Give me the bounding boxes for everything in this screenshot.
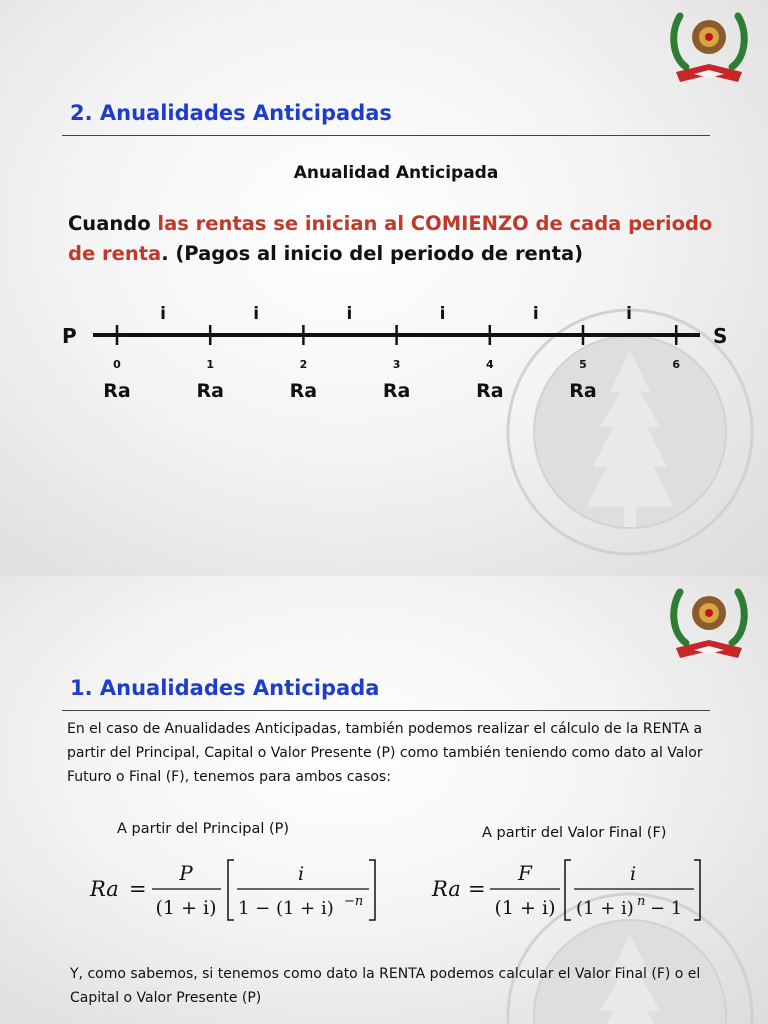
formula-numerator: F (518, 861, 532, 885)
bracket-denominator-tail: − 1 (650, 898, 683, 919)
payment-label: Ra (196, 380, 224, 402)
bracket-numerator: i (297, 863, 305, 885)
interest-rate-label: i (626, 304, 632, 324)
payment-label: Ra (476, 380, 504, 402)
bracket-numerator: i (629, 863, 637, 885)
interest-rate-label: i (160, 304, 166, 324)
formula-denominator: (1 + i) (494, 897, 556, 919)
payment-label: Ra (289, 380, 318, 402)
period-number: 6 (672, 358, 681, 371)
peru-coat-of-arms-logo (664, 578, 754, 666)
period-number: 0 (113, 358, 121, 371)
payment-label: Ra (569, 380, 597, 402)
period-number: 4 (485, 358, 494, 371)
timeline-start-label: P (62, 324, 77, 348)
title-divider (62, 135, 710, 136)
formula-equals: = (468, 877, 486, 901)
definition-prefix: Cuando (68, 212, 158, 235)
slide-title: 2. Anualidades Anticipadas (70, 101, 392, 125)
bracket-exponent: −n (344, 894, 364, 909)
title-divider (62, 710, 710, 711)
interest-rate-label: i (532, 304, 539, 324)
payment-label: Ra (382, 380, 411, 402)
timeline-end-label: S (713, 324, 728, 348)
interest-rate-label: i (439, 304, 446, 324)
period-number: 5 (579, 358, 587, 371)
bracket-denominator: (1 + i) (576, 898, 634, 919)
payment-label: Ra (103, 380, 131, 402)
formula-denominator: (1 + i) (155, 897, 217, 919)
formula-right-caption: A partir del Valor Final (F) (482, 825, 667, 841)
formula-rent-from-principal (88, 856, 388, 924)
closing-paragraph: Y, como sabemos, si tenemos como dato la RENTA podemos calcular el Valor Final (F) o el Capital o Valor Presente (P) (70, 966, 701, 1006)
bracket-exponent: n (637, 894, 646, 909)
formula-equals: = (129, 877, 147, 901)
timeline-diagram (0, 290, 768, 410)
period-number: 2 (299, 358, 308, 371)
peru-coat-of-arms-logo (664, 2, 754, 90)
formula-lhs: Ra (432, 877, 461, 901)
period-number: 1 (206, 358, 215, 371)
formula-rent-from-final-value (430, 856, 720, 924)
definition-suffix: . (Pagos al inicio del periodo de renta) (161, 242, 584, 265)
formula-numerator: P (179, 861, 193, 885)
period-number: 3 (392, 358, 401, 371)
formula-lhs: Ra (90, 877, 119, 901)
bracket-denominator: 1 − (1 + i) (238, 898, 334, 919)
slide-subtitle: Anualidad Anticipada (293, 163, 499, 183)
slide-title: 1. Anualidades Anticipada (70, 676, 380, 700)
definition-highlight: las rentas se inician al COMIENZO de cada periodo de renta (68, 212, 713, 265)
interest-rate-label: i (346, 304, 353, 324)
interest-rate-label: i (253, 304, 260, 324)
intro-paragraph: En el caso de Anualidades Anticipadas, también podemos realizar el cálculo de la RENTA a partir del Principal, Capital o Valor Presente (P) como también teniendo como dato al Valor Futuro o Final (F), tenemos para ambos casos: (67, 721, 703, 785)
formula-left-caption: A partir del Principal (P) (117, 821, 290, 837)
slide-2 (0, 576, 768, 1024)
definition-text (68, 209, 718, 269)
